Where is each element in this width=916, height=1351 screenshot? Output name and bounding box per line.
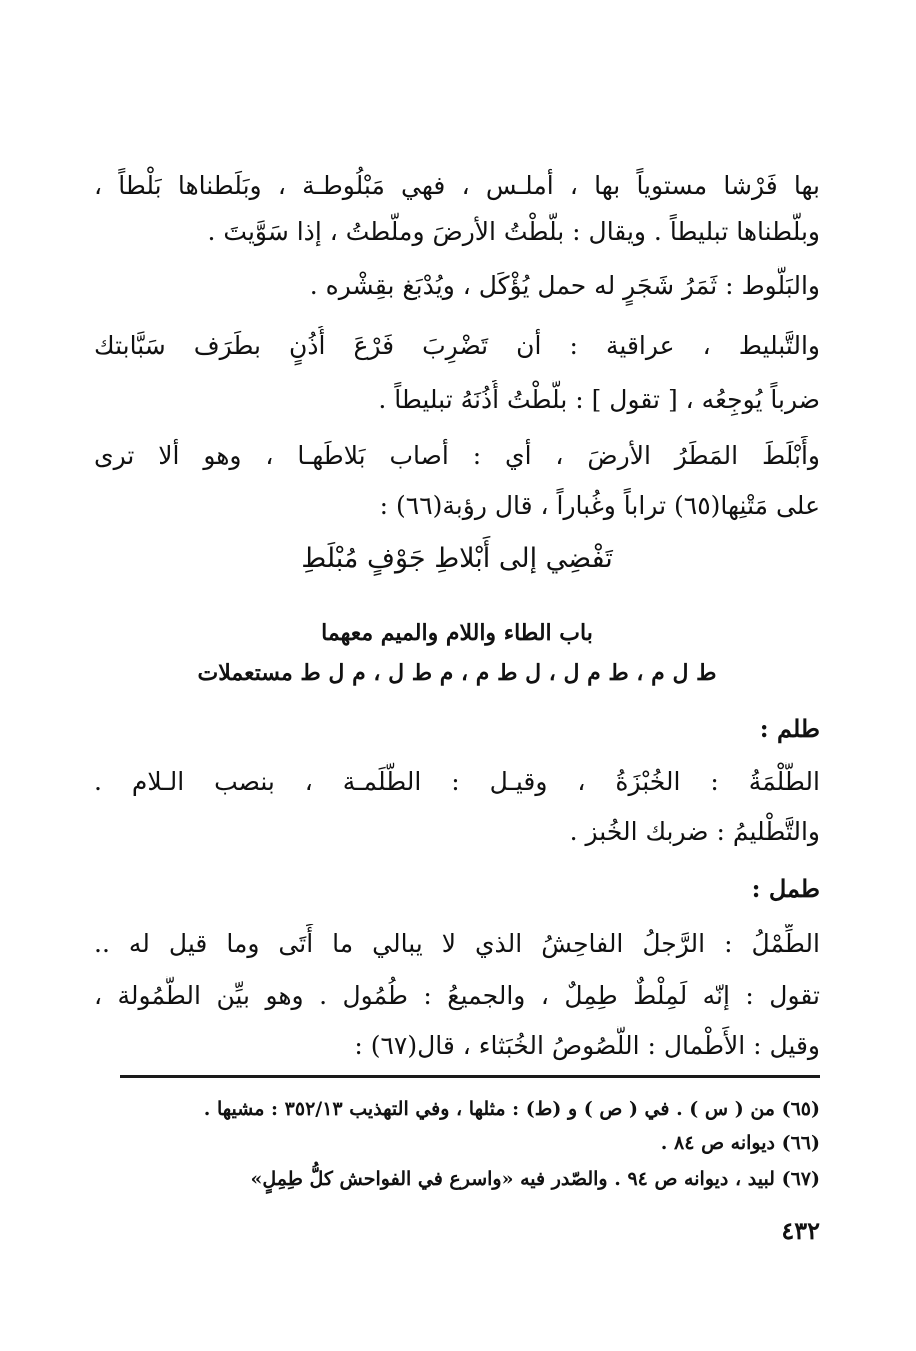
body-line: وبلَّطناها تبليطاً . ويقال : بلَّطْتُ الأرضَ وملّطتُ ، إذا سَوَّيتَ . [207, 217, 820, 246]
body-line: ضرباً يُوجِعُه ، [ تقول ] : بلَّطْتُ أُذُنَهُ تبليطاً . [378, 385, 820, 414]
body-line: وأَبْلَطَ المَطَرُ الأرضَ ، أي : أصاب بَلاطَهـا ، وهو ألا ترى [94, 441, 820, 470]
chapter-title: باب الطاء واللام والميم معهما [321, 620, 593, 646]
chapter-subtitle: ط ل م ، ط م ل ، ل ط م ، م ط ل ، م ل ط مستعملات [197, 660, 717, 686]
entry-heading: طلم : [759, 714, 820, 743]
body-line: بها فَرْشا مستوياً بها ، أملـس ، فهي مَبْلُوطـة ، وبَلَطناها بَلْطاً ، [94, 171, 820, 200]
footnote: (٦٦) ديوانه ص ٨٤ . [660, 1132, 820, 1154]
entry-heading: طمل : [751, 874, 820, 903]
entry-line: تقول : إنّه لَمِلْطٌ طِمِلٌ ، والجميعُ : طُمُول . وهو بيِّن الطُّمُولة ، [94, 981, 820, 1010]
body-line: والتَّبليط ، عراقية : أن تَضْرِبَ فَرْعَ أُذُنٍ بطَرَف سَبَّابتك [94, 331, 820, 360]
footnote: (٦٥) من ( س ) . في ( ص ) و (ط) : مثلها ، وفي التهذيب ٣٥٢/١٣ : مشيها . [203, 1098, 820, 1120]
entry-line: الطِّمْلُ : الرَّجلُ الفاحِشُ الذي لا يبالي ما أَتَى وما قيل له .. [94, 929, 820, 958]
body-line: على مَتْنِها(٦٥) تراباً وغُباراً ، قال رؤبة(٦٦) : [379, 491, 820, 520]
page-number: ٤٣٢ [781, 1216, 820, 1245]
entry-line: والتَّطْليمُ : ضربك الخُبز . [569, 817, 820, 846]
footnote-divider [120, 1075, 820, 1078]
body-line: والبَلُّوط : ثَمَرُ شَجَرٍ له حمل يُؤْكَل ، ويُدْبَغ بقِشْره . [309, 271, 820, 300]
entry-line: الطُّلْمَةُ : الخُبْزَةُ ، وقيـل : الطَّلَمـة ، بنصب الـلام . [94, 767, 820, 796]
entry-line: وقيل : الأَطْمال : اللُّصُوصُ الخُبَثاء ، قال(٦٧) : [354, 1031, 820, 1060]
verse-line: تَفْضِي إلى أَبْلاطِ جَوْفٍ مُبْلَطِ [301, 543, 613, 574]
footnote: (٦٧) لبيد ، ديوانه ص ٩٤ . والصّدر فيه «واسرع في الفواحش كلُّ طِمِلٍ» [250, 1168, 820, 1190]
